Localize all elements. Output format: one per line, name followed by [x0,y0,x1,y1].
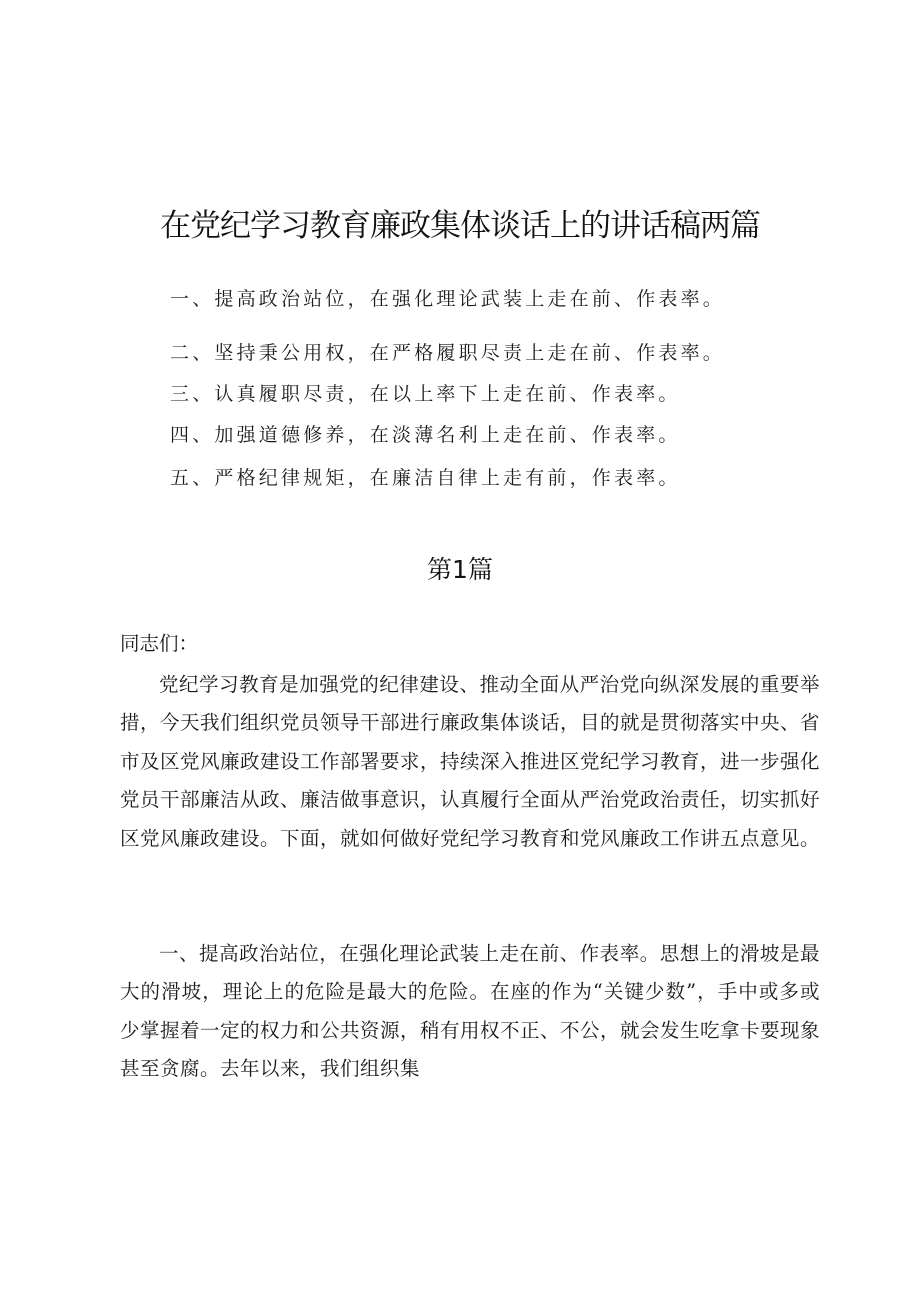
document-title: 在党纪学习教育廉政集体谈话上的讲话稿两篇 [160,208,760,244]
outline-item: 一、提高政治站位，在强化理论武装上走在前、作表率。 [170,288,726,310]
outline-item: 二、坚持秉公用权，在严格履职尽责上走在前、作表率。 [170,342,726,364]
outline-item: 四、加强道德修养，在淡薄名利上走在前、作表率。 [170,424,681,446]
outline-item: 三、认真履职尽责，在以上率下上走在前、作表率。 [170,383,681,405]
greeting: 同志们： [120,632,199,655]
outline-item: 五、严格纪律规矩，在廉洁自律上走有前，作表率。 [170,467,681,489]
section-title: 第1篇 [427,555,493,584]
body-paragraph: 党纪学习教育是加强党的纪律建设、推动全面从严治党向纵深发展的重要举措，今天我们组织党员领导干部进行廉政集体谈话，目的就是贯彻落实中央、省市及区党风廉政建设工作部署要求，持续深入推进区党纪学习教育，进一步强化党员干部廉洁从政、廉洁做事意识，认真履行全面从严治党政治责任，切实抓好区党风廉政建设。下面，就如何做好党纪学习教育和党风廉政工作讲五点意见。 [120,673,821,850]
body-paragraph: 一、提高政治站位，在强化理论武装上走在前、作表率。思想上的滑坡是最大的滑坡，理论上的危险是最大的危险。在座的作为“关键少数”，手中或多或少掌握着一定的权力和公共资源，稍有用权不正、不公，就会发生吃拿卡要现象甚至贪腐。去年以来，我们组织集 [120,942,821,1081]
